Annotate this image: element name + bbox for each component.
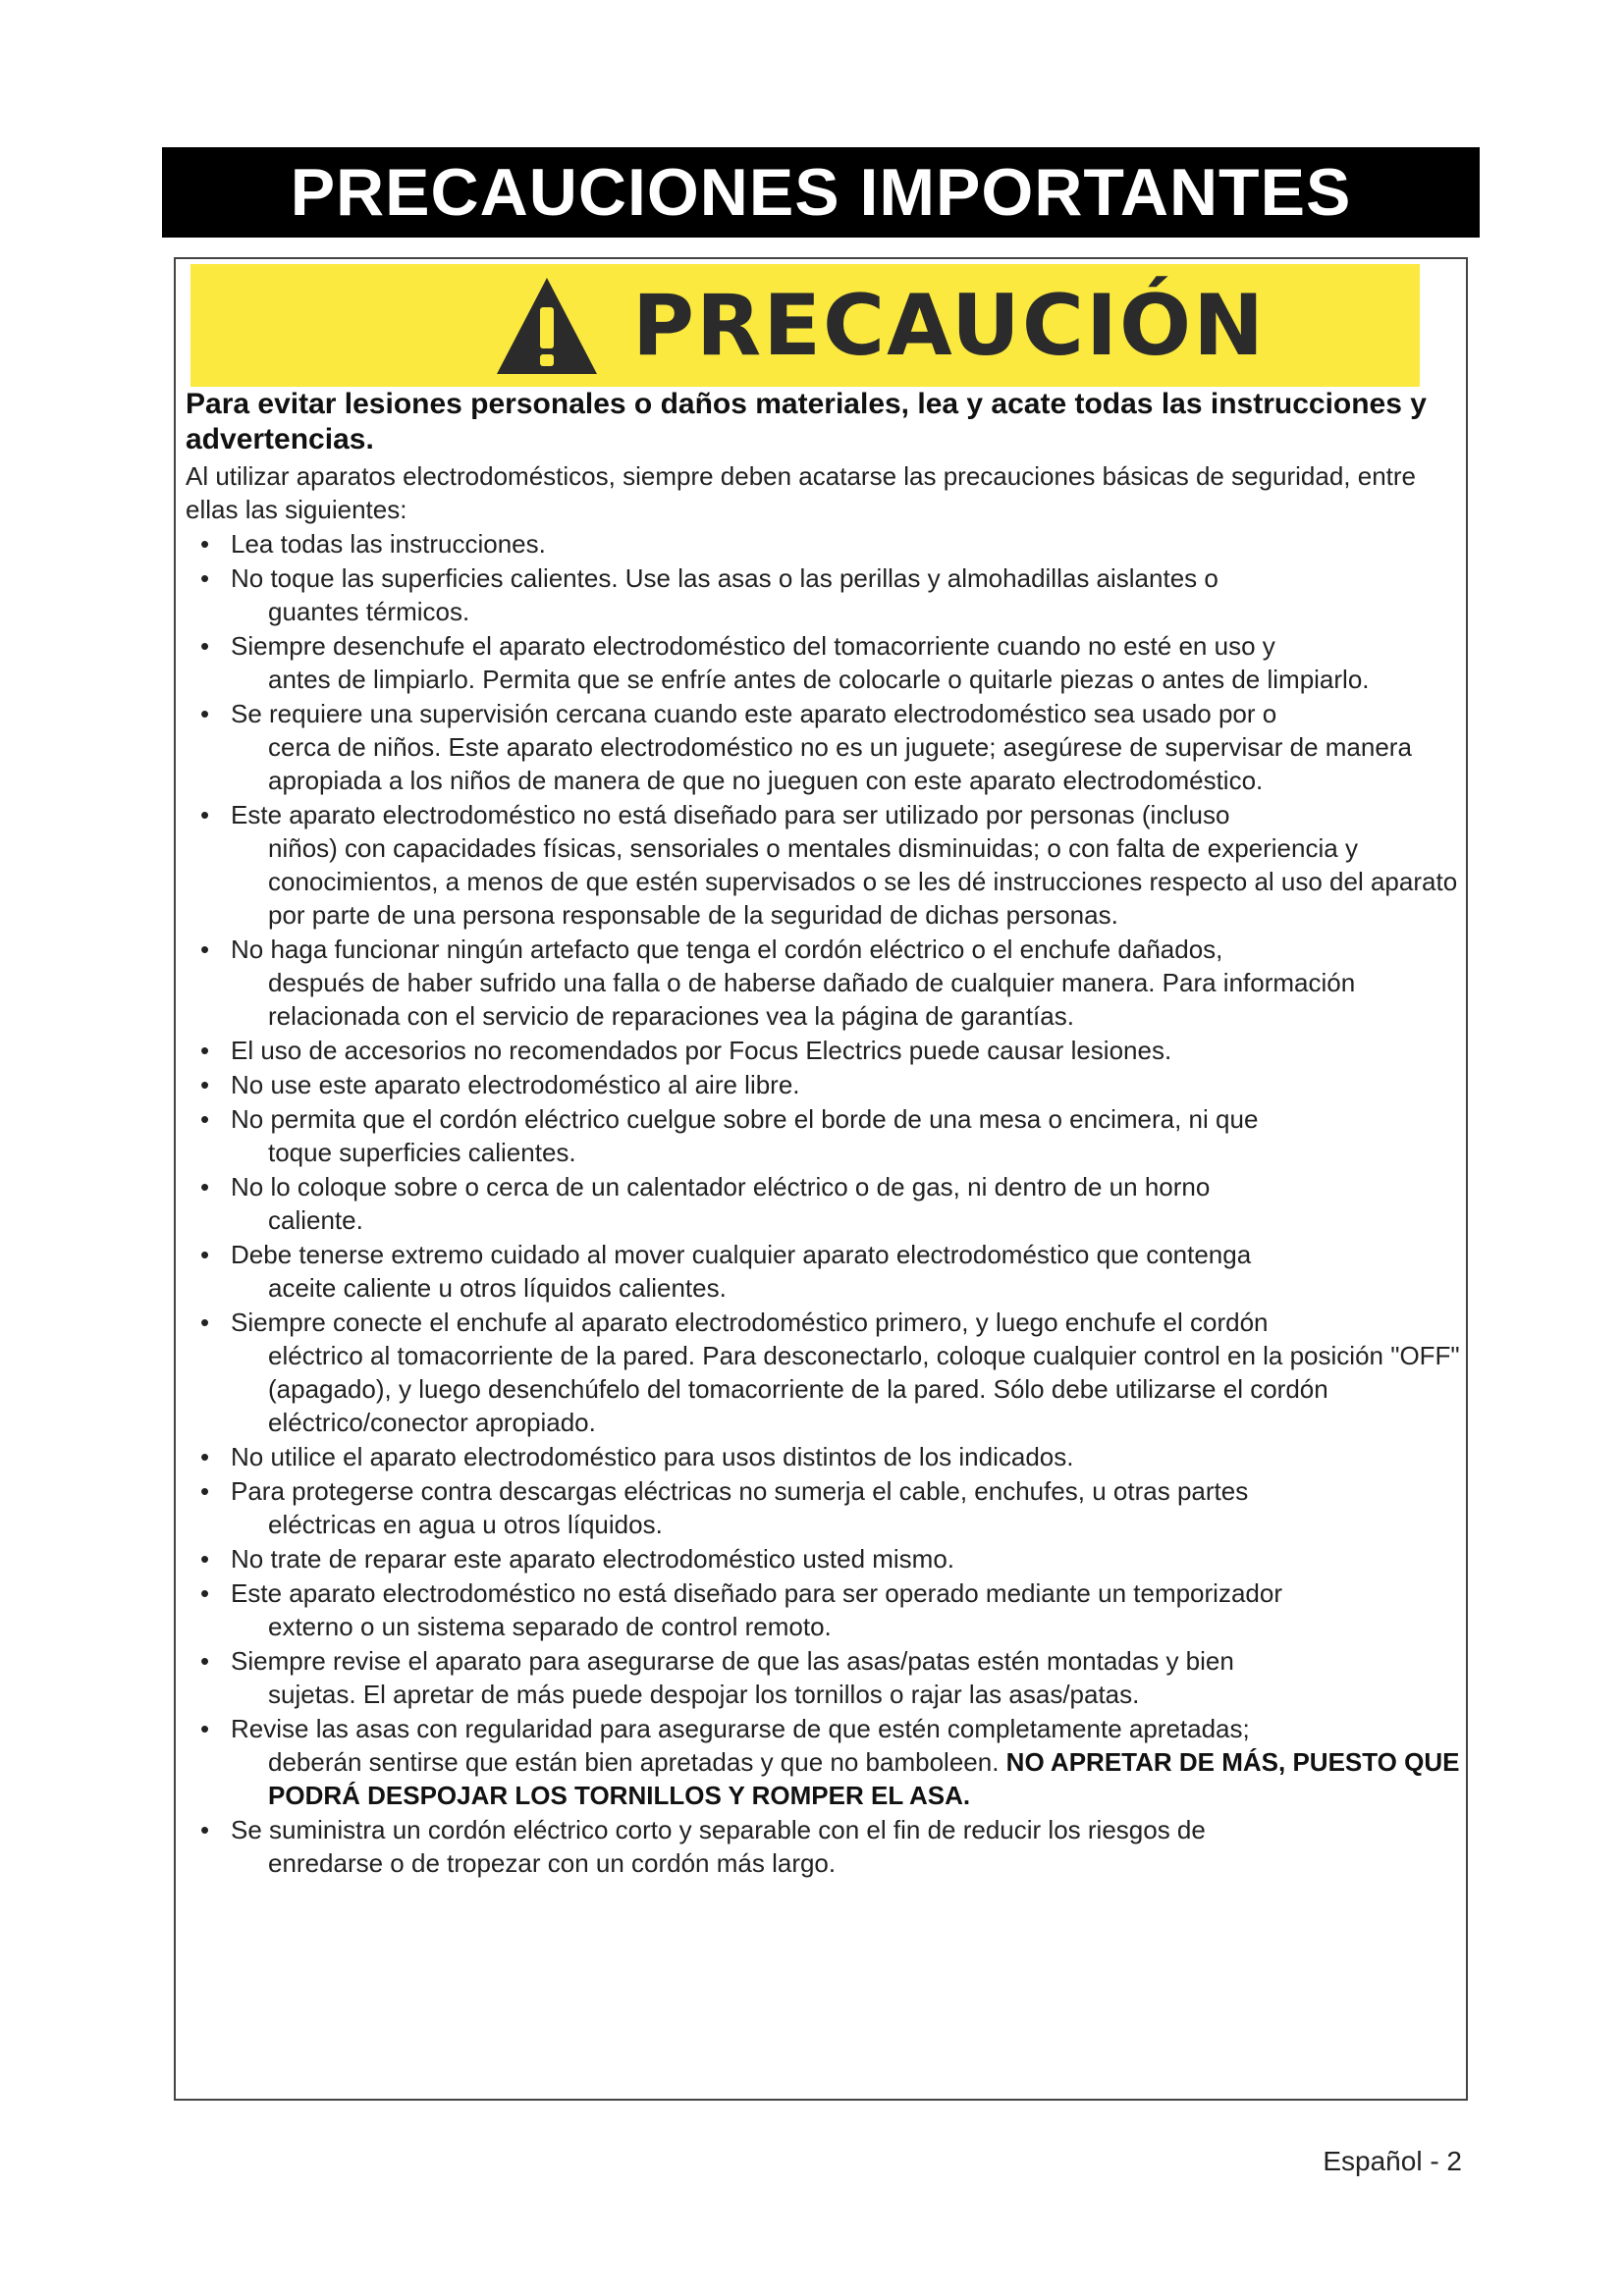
bullet-icon: • <box>200 563 210 593</box>
caution-box <box>174 257 1468 2101</box>
list-item <box>186 798 1462 932</box>
list-item <box>186 1813 1462 1880</box>
page-title: PRECAUCIONES IMPORTANTES <box>162 147 1480 238</box>
bullet-icon: • <box>200 934 210 964</box>
bullet-icon: • <box>200 1308 210 1337</box>
bullet-icon: • <box>200 699 210 728</box>
caution-banner <box>190 264 1420 387</box>
lead-statement: Para evitar lesiones personales o daños materiales, lea y acate todas las instrucciones y advertencias. <box>186 388 1427 455</box>
bullet-icon: • <box>200 1578 210 1608</box>
list-item <box>186 561 1462 628</box>
list-item <box>186 1068 1462 1101</box>
list-item <box>186 1306 1462 1439</box>
list-item-text: No permita que el cordón eléctrico cuelgue sobre el borde de una mesa o encimera, ni que <box>231 1104 1259 1134</box>
bullet-icon: • <box>200 1442 210 1471</box>
list-item-continuation: sujetas. El apretar de más puede despojar los tornillos o rajar las asas/patas. <box>268 1680 1140 1709</box>
list-item-text: Siempre conecte el enchufe al aparato electrodoméstico primero, y luego enchufe el cordón <box>231 1308 1269 1337</box>
list-item <box>186 697 1462 797</box>
intro-paragraph: Al utilizar aparatos electrodomésticos, siempre deben acatarse las precauciones básicas de seguridad, entre ellas las siguientes: <box>186 461 1417 524</box>
bullet-icon: • <box>200 529 210 559</box>
list-item-continuation <box>231 1745 1462 1812</box>
list-item-continuation: antes de limpiarlo. Permita que se enfríe antes de colocarle o quitarle piezas o antes de limpiarlo. <box>268 665 1370 694</box>
bullet-icon: • <box>200 1476 210 1506</box>
list-item-text: No lo coloque sobre o cerca de un calentador eléctrico o de gas, ni dentro de un horno <box>231 1172 1211 1201</box>
caution-word: PRECAUCIÓN <box>632 277 1267 375</box>
list-item <box>186 1644 1462 1711</box>
list-item <box>186 1102 1462 1169</box>
list-item-continuation: enredarse o de tropezar con un cordón más largo. <box>268 1848 837 1878</box>
list-item <box>186 1542 1462 1575</box>
bullet-icon: • <box>200 1070 210 1099</box>
bullet-icon: • <box>200 1815 210 1844</box>
list-item-text: Siempre desenchufe el aparato electrodoméstico del tomacorriente cuando no esté en uso y <box>231 631 1275 661</box>
bullet-icon: • <box>200 1240 210 1269</box>
list-item-text: Debe tenerse extremo cuidado al mover cualquier aparato electrodoméstico que contenga <box>231 1240 1252 1269</box>
list-item-continuation-text: deberán sentirse que están bien apretadas y que no bamboleen. <box>268 1747 1000 1777</box>
list-item-text: Revise las asas con regularidad para asegurarse de que estén completamente apretadas; <box>231 1714 1250 1743</box>
precautions-list <box>186 527 1462 1880</box>
list-item-continuation: niños) con capacidades físicas, sensoriales o mentales disminuidas; o con falta de experiencia y conocimientos, a menos de que estén supervisados o se les dé instrucciones respecto al uso del aparato por parte de una persona responsable de la seguridad de dichas personas. <box>268 833 1458 930</box>
warning-emphasis: NO APRETAR DE MÁS, PUESTO QUE PODRÁ DESPOJAR LOS TORNILLOS Y ROMPER EL ASA. <box>268 1747 1460 1810</box>
list-item-text: No toque las superficies calientes. Use las asas o las perillas y almohadillas aislantes o <box>231 563 1218 593</box>
list-item-continuation: caliente. <box>268 1205 363 1235</box>
bullet-icon: • <box>200 1036 210 1065</box>
list-item <box>186 1474 1462 1541</box>
list-item-text: Se requiere una supervisión cercana cuando este aparato electrodoméstico sea usado por o <box>231 699 1277 728</box>
bullet-icon: • <box>200 1172 210 1201</box>
warning-triangle-icon <box>493 274 601 378</box>
list-item-continuation: eléctricas en agua u otros líquidos. <box>268 1510 663 1539</box>
list-item <box>186 629 1462 696</box>
list-item <box>186 1170 1462 1237</box>
list-item <box>186 1238 1462 1305</box>
list-item-text: Para protegerse contra descargas eléctricas no sumerja el cable, enchufes, u otras partes <box>231 1476 1249 1506</box>
bullet-icon: • <box>200 1104 210 1134</box>
list-item-text: No haga funcionar ningún artefacto que tenga el cordón eléctrico o el enchufe dañados, <box>231 934 1223 964</box>
page-number: Español - 2 <box>1323 2146 1462 2176</box>
list-item-continuation: eléctrico al tomacorriente de la pared. Para desconectarlo, coloque cualquier control en la posición "OFF" (apagado), y luego desenchúfelo del tomacorriente de la pared. Sólo debe utilizarse el cordón eléctrico/conector apropiado. <box>268 1341 1460 1437</box>
bullet-icon: • <box>200 800 210 829</box>
list-item-continuation: aceite caliente u otros líquidos calientes. <box>268 1273 727 1303</box>
list-item-continuation: toque superficies calientes. <box>268 1138 576 1167</box>
list-item-text: No use este aparato electrodoméstico al aire libre. <box>231 1070 800 1099</box>
list-item-text: No utilice el aparato electrodoméstico para usos distintos de los indicados. <box>231 1442 1074 1471</box>
list-item-continuation: después de haber sufrido una falla o de haberse dañado de cualquier manera. Para información relacionada con el servicio de reparaciones vea la página de garantías. <box>268 968 1356 1031</box>
bullet-icon: • <box>200 1646 210 1676</box>
list-item-text: Lea todas las instrucciones. <box>231 529 546 559</box>
list-item-continuation: externo o un sistema separado de control remoto. <box>268 1612 832 1641</box>
bullet-icon: • <box>200 1544 210 1574</box>
bullet-icon: • <box>200 1714 210 1743</box>
bullet-icon: • <box>200 631 210 661</box>
caution-content <box>186 387 1462 1880</box>
list-item-text: No trate de reparar este aparato electrodoméstico usted mismo. <box>231 1544 955 1574</box>
list-item-continuation: guantes térmicos. <box>268 597 470 626</box>
list-item-text: El uso de accesorios no recomendados por Focus Electrics puede causar lesiones. <box>231 1036 1172 1065</box>
list-item <box>186 527 1462 561</box>
list-item-text: Se suministra un cordón eléctrico corto y separable con el fin de reducir los riesgos de <box>231 1815 1206 1844</box>
list-item-text: Este aparato electrodoméstico no está diseñado para ser operado mediante un temporizador <box>231 1578 1282 1608</box>
list-item <box>186 1576 1462 1643</box>
list-item <box>186 1440 1462 1473</box>
list-item <box>186 1712 1462 1812</box>
list-item-continuation: cerca de niños. Este aparato electrodoméstico no es un juguete; asegúrese de supervisar de manera apropiada a los niños de manera de que no jueguen con este aparato electrodoméstico. <box>268 732 1412 795</box>
list-item <box>186 933 1462 1033</box>
list-item <box>186 1034 1462 1067</box>
list-item-text: Este aparato electrodoméstico no está diseñado para ser utilizado por personas (incluso <box>231 800 1230 829</box>
list-item-text: Siempre revise el aparato para asegurarse de que las asas/patas estén montadas y bien <box>231 1646 1234 1676</box>
